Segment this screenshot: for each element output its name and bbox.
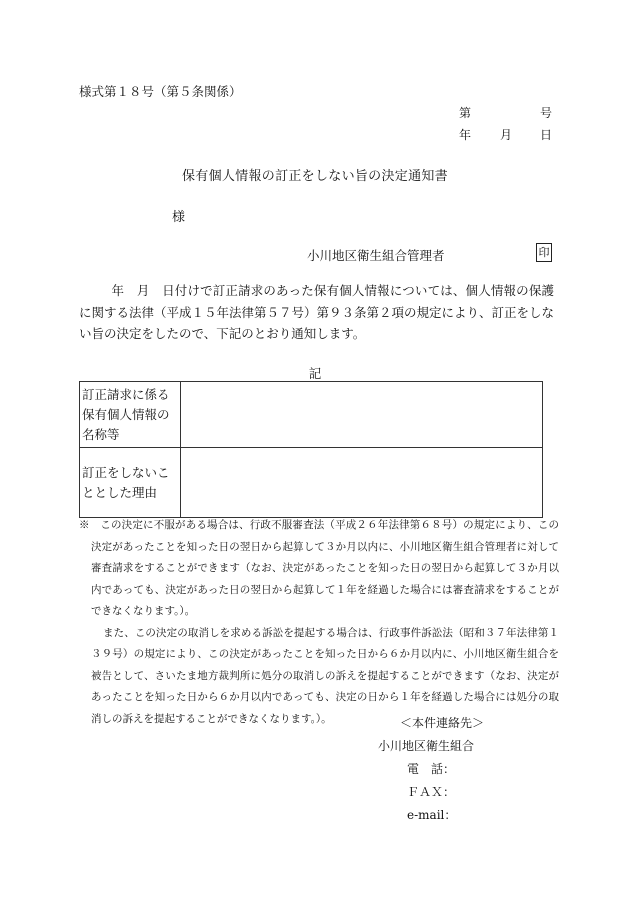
notes bbox=[79, 515, 559, 730]
document-title: 保有個人情報の訂正をしない旨の決定通知書 bbox=[181, 169, 448, 184]
record-heading: 記 bbox=[308, 366, 322, 381]
row-label-reason: 訂正をしないこととした理由 bbox=[80, 448, 181, 518]
table-row bbox=[80, 382, 543, 448]
issuer: 小川地区衛生組合管理者 bbox=[307, 248, 445, 263]
row-value-reason bbox=[181, 448, 543, 518]
document-number-suffix: 号 bbox=[540, 106, 553, 120]
note-appeal: ※ この決定に不服がある場合は、行政不服審査法（平成２６年法律第６８号）の規定により、この決定があったことを知った日の翌日から起算して３か月以内に、小川地区衛生組合管理者に対して審査請求をすることができます（なお、決定があったことを知った日の翌日から起算して３か月以内であっても、決定があった日の翌日から起算して１年を経過した場合には審査請求をすることができなくなります。）。 bbox=[79, 519, 559, 617]
date-year: 年 bbox=[459, 128, 472, 142]
contact-organization: 小川地区衛生組合 bbox=[378, 739, 475, 753]
form-number: 様式第１８号（第５条関係） bbox=[79, 84, 242, 99]
contact-fax: ＦＡＸ： bbox=[407, 785, 456, 799]
table-row bbox=[80, 448, 543, 518]
date-day: 日 bbox=[540, 128, 553, 142]
body-paragraph bbox=[79, 280, 554, 345]
record-table bbox=[79, 381, 543, 518]
date-month: 月 bbox=[500, 128, 513, 142]
row-value-name bbox=[181, 382, 543, 448]
addressee: 様 bbox=[172, 210, 186, 225]
note-lawsuit: また、この決定の取消しを求める訴訟を提起する場合は、行政事件訴訟法（昭和３７年法律第１３９号）の規定により、この決定があったことを知った日から６か月以内に、小川地区衛生組合を被告として、さいたま地方裁判所に処分の取消しの訴えを提起することができます（なお、決定があったことを知った日から６か月以内であっても、決定の日から１年を経過した場合には処分の取消しの訴えを提起することができなくなります。）。 bbox=[91, 626, 559, 725]
contact-heading: ＜本件連絡先＞ bbox=[400, 716, 485, 730]
contact-tel: 電 話： bbox=[407, 762, 456, 776]
body-paragraph-text: 年 月 日付けで訂正請求のあった保有個人情報については、個人情報の保護に関する法律（平成１５年法律第５７号）第９３条第２項の規定により、訂正をしない旨の決定をしたので、下記のとおり通知します。 bbox=[79, 283, 555, 341]
document-number-prefix: 第 bbox=[459, 106, 472, 120]
seal-mark: 印 bbox=[536, 243, 552, 262]
row-label-name: 訂正請求に係る保有個人情報の名称等 bbox=[80, 382, 181, 448]
contact-email: e-mail： bbox=[407, 808, 457, 822]
